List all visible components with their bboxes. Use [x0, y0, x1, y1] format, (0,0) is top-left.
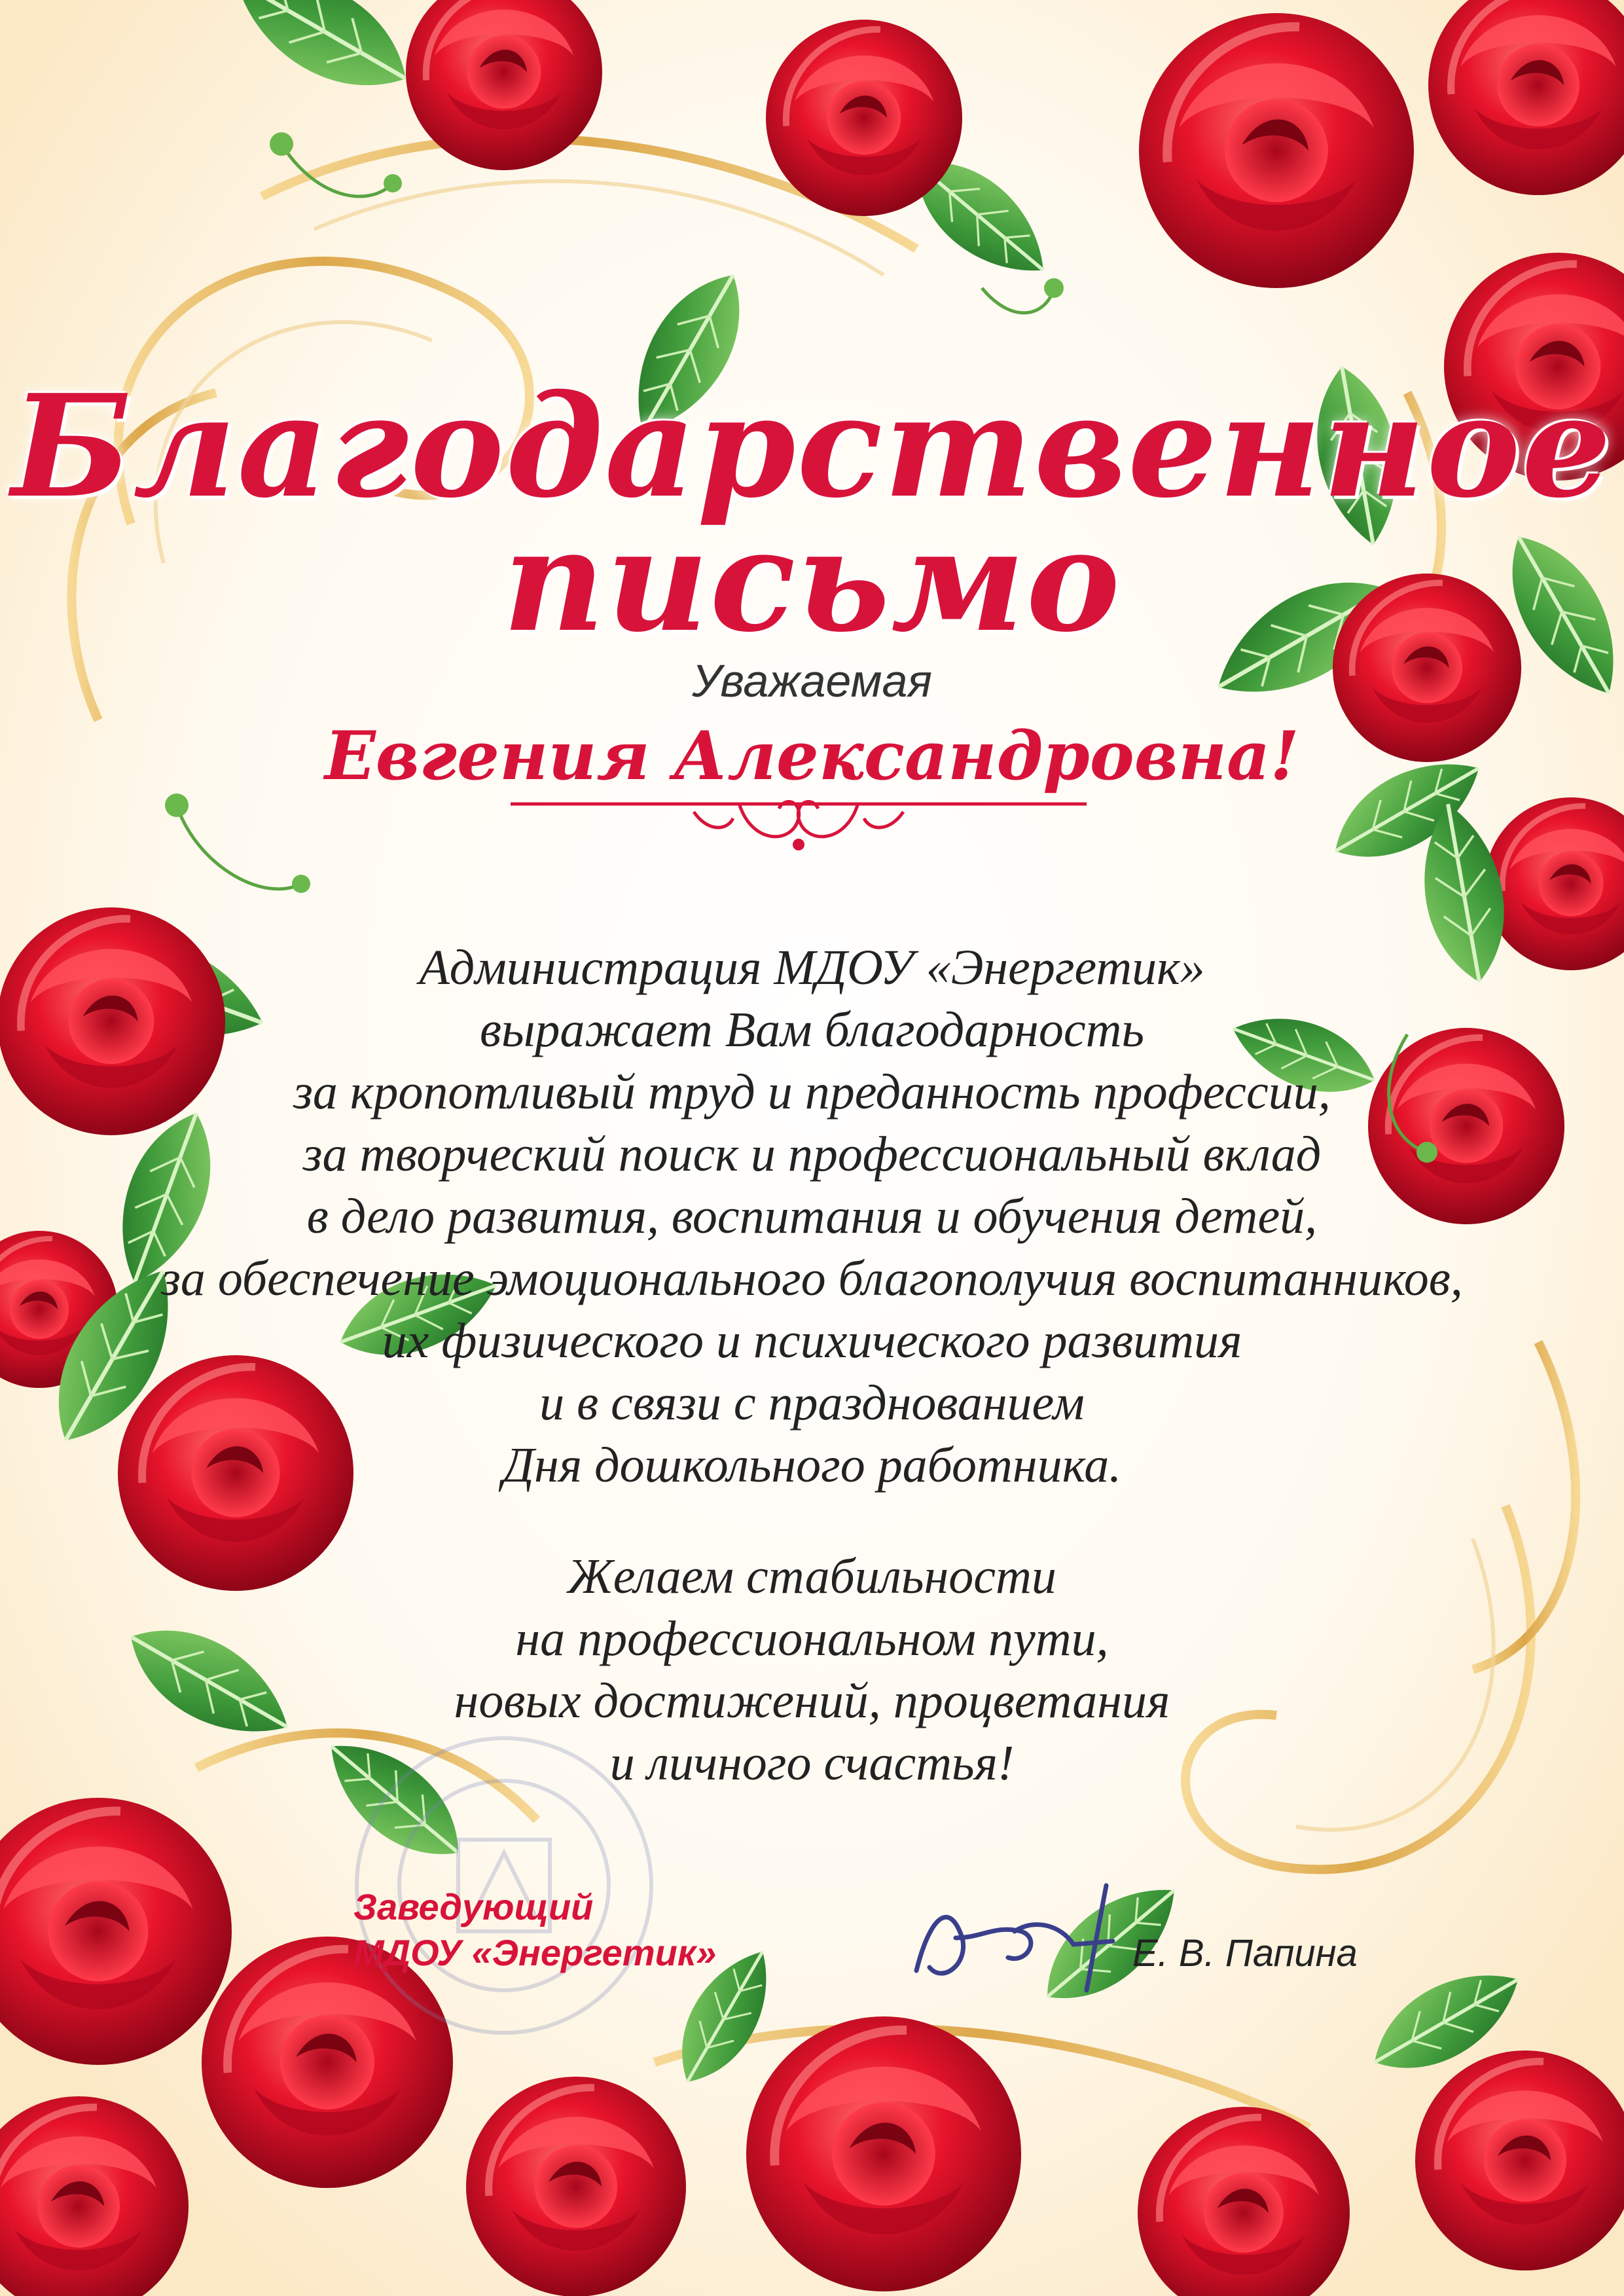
- wishes-line: на профессиональном пути,: [515, 1611, 1109, 1666]
- wishes-line: новых достижений, процветания: [454, 1673, 1170, 1728]
- signer-position-line-1: Заведующий: [353, 1886, 594, 1927]
- body-line: и в связи с празднованием: [539, 1376, 1085, 1430]
- recipient-name: Евгения Александровна!: [325, 717, 1299, 795]
- title-line-1: Благодарственное: [11, 363, 1613, 529]
- body-line: за творческий поиск и профессиональный вклад: [302, 1127, 1322, 1182]
- title-line-2: письмо: [502, 498, 1122, 663]
- wishes-line: Желаем стабильности: [568, 1549, 1056, 1604]
- body-line: Администрация МДОУ «Энергетик»: [419, 940, 1205, 995]
- signer-name: Е. В. Папина: [1132, 1932, 1358, 1975]
- signer-position-line-2: МДОУ «Энергетик»: [353, 1932, 717, 1973]
- body-line: в дело развития, воспитания и обучения детей,: [306, 1189, 1318, 1244]
- body-line: Дня дошкольного работника.: [502, 1438, 1122, 1493]
- body-line: за обеспечение эмоционального благополучия воспитанников,: [161, 1251, 1463, 1306]
- wishes-line: и личного счастья!: [609, 1736, 1015, 1791]
- body-line: выражает Вам благодарность: [479, 1002, 1145, 1057]
- body-line: их физического и психического развития: [382, 1313, 1242, 1368]
- salutation: Уважаемая: [692, 655, 932, 706]
- body-line: за кропотливый труд и преданность профессии,: [293, 1065, 1331, 1120]
